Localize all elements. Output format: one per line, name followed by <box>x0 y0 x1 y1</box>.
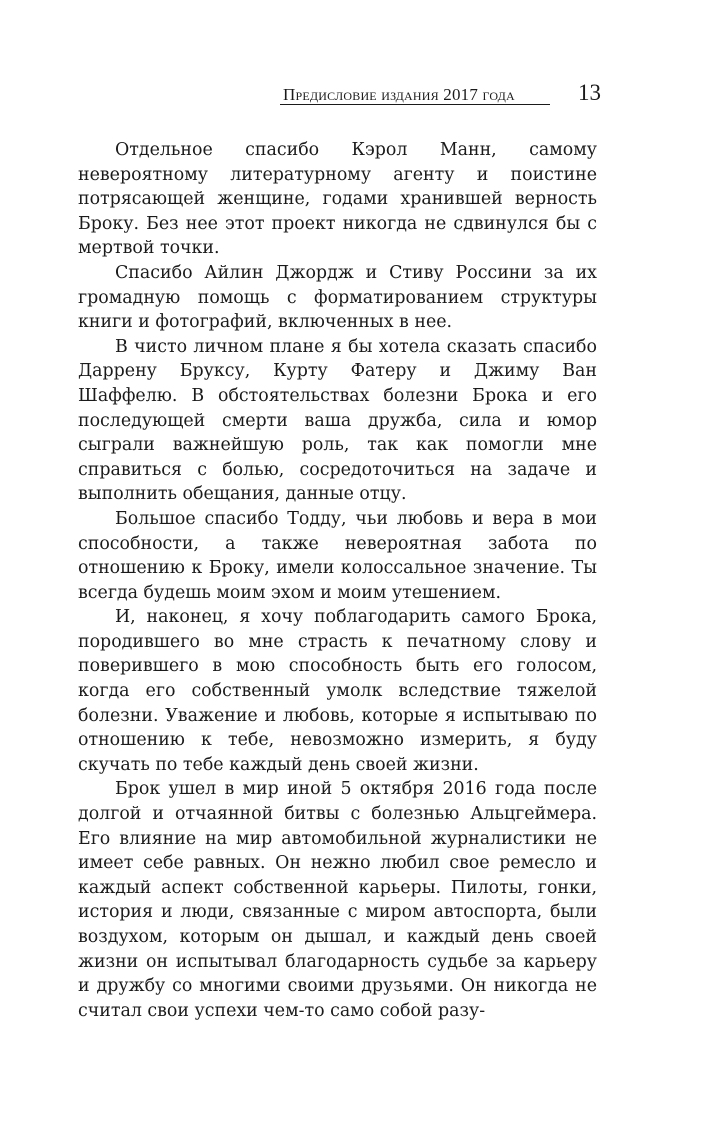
paragraph: Большое спасибо Тодду, чьи любовь и вера в мои способности, а также невероятная забота по отношению к Броку, имели колоссальное значение. Ты всегда будешь моим эхом и моим утешением. <box>78 508 597 603</box>
body-text <box>78 138 597 1023</box>
paragraph: Брок ушел в мир иной 5 октября 2016 года после долгой и отчаянной битвы с болезнью Альцгеймера. Его влияние на мир автомобильной журналистики не имеет себе равных. Он нежно любил свое ремесло и каждый аспект собственной карьеры. Пилоты, гонки, история и люди, связанные с миром автоспорта, были воздухом, которым он дышал, и каждый день своей жизни он испытывал благодарность судьбе за карьеру и дружбу со многими своими друзьями. Он никогда не считал свои успехи чем-то само собой разу- <box>78 779 597 1021</box>
paragraph: И, наконец, я хочу поблагодарить самого Брока, породившего во мне страсть к печатному слову и поверившего в мою способность быть его голосом, когда его собственный умолк вследствие тяжелой болезни. Уважение и любовь, которые я испытываю по отношению к тебе, невозможно измерить, я буду скучать по тебе каждый день своей жизни. <box>78 607 597 775</box>
paragraph: Спасибо Айлин Джордж и Стиву Россини за их громадную помощь с форматированием структуры книги и фотографий, включенных в нее. <box>78 262 597 333</box>
header-rule <box>280 104 550 105</box>
page-number: 13 <box>578 80 601 105</box>
header-title: Предисловие издания 2017 года <box>283 85 515 104</box>
paragraph: Отдельное спасибо Кэрол Манн, самому невероятному литературному агенту и поистине потрясающей женщине, годами хранившей верность Броку. Без нее этот проект никогда не сдвинулся бы с мертвой точки. <box>78 140 597 259</box>
running-header <box>280 80 601 106</box>
paragraph: В чисто личном плане я бы хотела сказать спасибо Даррену Бруксу, Курту Фатеру и Джиму Ван Шаффелю. В обстоятельствах болезни Брока и его последующей смерти ваша дружба, сила и юмор сыграли важнейшую роль, так как помогли мне справиться с болью, сосредоточиться на задаче и выполнить обещания, данные отцу. <box>78 336 597 505</box>
